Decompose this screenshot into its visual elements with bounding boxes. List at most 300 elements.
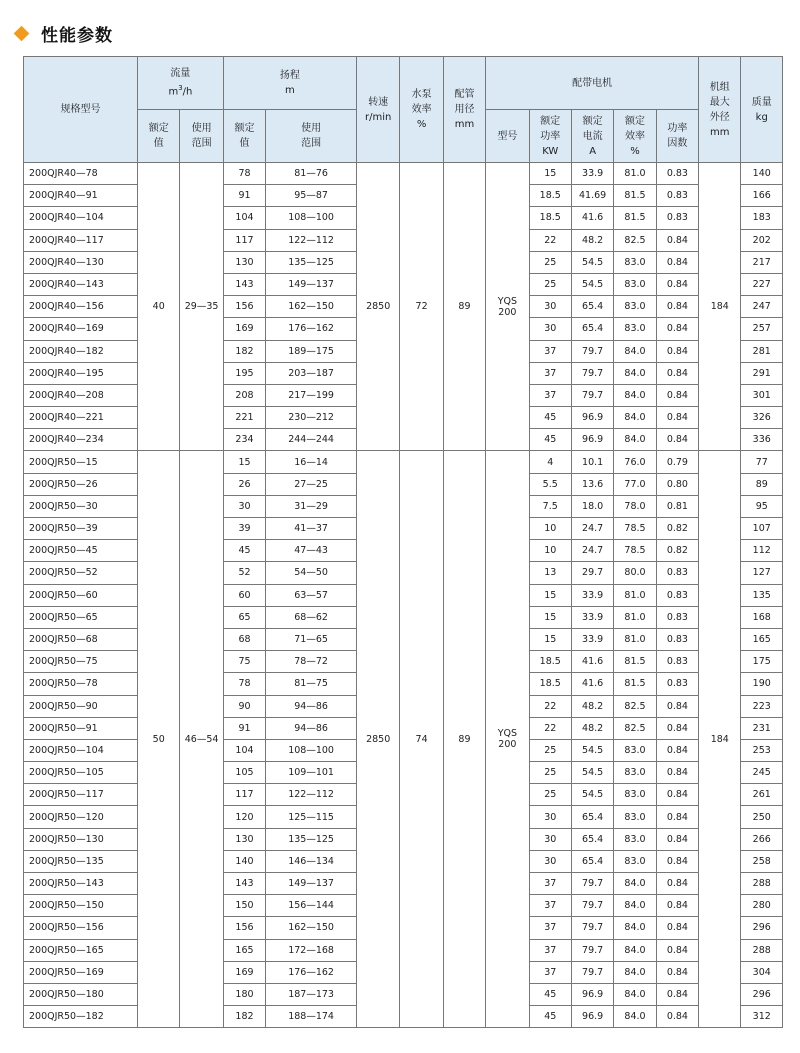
cell-model: 200QJR50—45 (24, 540, 138, 562)
cell-head-rated: 180 (223, 983, 265, 1005)
cell-head-rated: 104 (223, 739, 265, 761)
cell-head-range: 149—137 (266, 273, 357, 295)
cell-head-rated: 165 (223, 939, 265, 961)
cell-motor-power: 10 (529, 540, 571, 562)
cell-motor-efficiency: 84.0 (614, 895, 656, 917)
cell-head-rated: 169 (223, 961, 265, 983)
cell-power-factor: 0.84 (656, 784, 698, 806)
cell-motor-power: 30 (529, 850, 571, 872)
cell-flow-rated: 40 (138, 163, 180, 451)
header-motor: 配带电机 (486, 57, 699, 110)
table-row (24, 451, 783, 473)
cell-motor-efficiency: 83.0 (614, 784, 656, 806)
cell-head-range: 16—14 (266, 451, 357, 473)
cell-motor-current: 79.7 (571, 917, 613, 939)
cell-motor-power: 37 (529, 895, 571, 917)
cell-pump-efficiency: 72 (400, 163, 443, 451)
motor-type-line-1: YQS (497, 295, 517, 307)
cell-mass: 250 (741, 806, 783, 828)
cell-head-range: 135—125 (266, 251, 357, 273)
cell-motor-efficiency: 81.0 (614, 584, 656, 606)
cell-power-factor: 0.81 (656, 495, 698, 517)
cell-mass: 190 (741, 673, 783, 695)
header-model: 规格型号 (24, 57, 138, 163)
cell-motor-power: 25 (529, 784, 571, 806)
cell-motor-current: 54.5 (571, 273, 613, 295)
cell-mass: 301 (741, 384, 783, 406)
cell-mass: 107 (741, 518, 783, 540)
cell-motor-efficiency: 81.5 (614, 673, 656, 695)
cell-motor-current: 79.7 (571, 384, 613, 406)
cell-power-factor: 0.82 (656, 518, 698, 540)
cell-power-factor: 0.84 (656, 229, 698, 251)
cell-motor-efficiency: 81.0 (614, 628, 656, 650)
cell-head-rated: 195 (223, 362, 265, 384)
cell-power-factor: 0.80 (656, 473, 698, 495)
cell-motor-current: 54.5 (571, 784, 613, 806)
header-flow-range: 使用 范围 (180, 110, 223, 163)
cell-mass: 231 (741, 717, 783, 739)
cell-head-range: 108—100 (266, 739, 357, 761)
section-header (10, 18, 113, 48)
cell-model: 200QJR50—30 (24, 495, 138, 517)
cell-model: 200QJR50—105 (24, 762, 138, 784)
cell-head-range: 108—100 (266, 207, 357, 229)
cell-model: 200QJR40—91 (24, 185, 138, 207)
cell-model: 200QJR50—65 (24, 606, 138, 628)
cell-head-range: 31—29 (266, 495, 357, 517)
cell-motor-power: 5.5 (529, 473, 571, 495)
cell-mass: 326 (741, 407, 783, 429)
cell-head-range: 172—168 (266, 939, 357, 961)
cell-motor-power: 25 (529, 739, 571, 761)
cell-motor-efficiency: 84.0 (614, 939, 656, 961)
cell-power-factor: 0.83 (656, 651, 698, 673)
cell-motor-efficiency: 83.0 (614, 318, 656, 340)
cell-model: 200QJR50—182 (24, 1006, 138, 1028)
cell-pipe-diameter: 89 (443, 451, 485, 1028)
cell-mass: 258 (741, 850, 783, 872)
cell-motor-power: 22 (529, 229, 571, 251)
cell-mass: 291 (741, 362, 783, 384)
section-title: 性能参数 (41, 25, 113, 46)
cell-motor-type (486, 451, 529, 1028)
cell-model: 200QJR50—52 (24, 562, 138, 584)
cell-model: 200QJR40—143 (24, 273, 138, 295)
cell-motor-power: 22 (529, 695, 571, 717)
cell-motor-current: 65.4 (571, 806, 613, 828)
cell-motor-efficiency: 84.0 (614, 961, 656, 983)
cell-model: 200QJR40—195 (24, 362, 138, 384)
cell-motor-current: 79.7 (571, 961, 613, 983)
cell-head-range: 63—57 (266, 584, 357, 606)
cell-power-factor: 0.84 (656, 983, 698, 1005)
cell-head-range: 146—134 (266, 850, 357, 872)
cell-motor-efficiency: 82.5 (614, 695, 656, 717)
cell-motor-efficiency: 78.5 (614, 518, 656, 540)
cell-power-factor: 0.83 (656, 628, 698, 650)
cell-power-factor: 0.84 (656, 917, 698, 939)
cell-head-rated: 156 (223, 296, 265, 318)
cell-motor-efficiency: 84.0 (614, 362, 656, 384)
cell-motor-efficiency: 84.0 (614, 1006, 656, 1028)
table-header (24, 57, 783, 163)
cell-mass: 112 (741, 540, 783, 562)
cell-head-rated: 68 (223, 628, 265, 650)
cell-motor-power: 13 (529, 562, 571, 584)
cell-power-factor: 0.84 (656, 762, 698, 784)
cell-motor-power: 37 (529, 873, 571, 895)
cell-motor-power: 25 (529, 273, 571, 295)
cell-motor-power: 45 (529, 1006, 571, 1028)
cell-head-range: 122—112 (266, 229, 357, 251)
cell-head-rated: 65 (223, 606, 265, 628)
cell-power-factor: 0.83 (656, 163, 698, 185)
cell-model: 200QJR50—180 (24, 983, 138, 1005)
header-head-range: 使用 范围 (266, 110, 357, 163)
cell-model: 200QJR50—156 (24, 917, 138, 939)
table-row (24, 163, 783, 185)
cell-head-range: 203—187 (266, 362, 357, 384)
cell-model: 200QJR50—39 (24, 518, 138, 540)
cell-speed: 2850 (357, 163, 400, 451)
header-flow: 流量 $m^3/h$ (138, 57, 224, 110)
cell-model: 200QJR40—130 (24, 251, 138, 273)
cell-motor-efficiency: 77.0 (614, 473, 656, 495)
cell-power-factor: 0.84 (656, 340, 698, 362)
cell-motor-efficiency: 83.0 (614, 739, 656, 761)
cell-power-factor: 0.84 (656, 695, 698, 717)
cell-motor-current: 54.5 (571, 762, 613, 784)
cell-motor-power: 30 (529, 828, 571, 850)
header-motor-current: 额定 电流 A (571, 110, 613, 163)
cell-motor-power: 7.5 (529, 495, 571, 517)
cell-mass: 217 (741, 251, 783, 273)
cell-head-rated: 105 (223, 762, 265, 784)
cell-model: 200QJR50—26 (24, 473, 138, 495)
cell-motor-power: 30 (529, 296, 571, 318)
cell-head-range: 94—86 (266, 717, 357, 739)
cell-model: 200QJR50—78 (24, 673, 138, 695)
cell-motor-current: 96.9 (571, 429, 613, 451)
cell-power-factor: 0.84 (656, 296, 698, 318)
cell-mass: 165 (741, 628, 783, 650)
cell-head-rated: 120 (223, 806, 265, 828)
cell-motor-current: 65.4 (571, 296, 613, 318)
cell-head-range: 81—75 (266, 673, 357, 695)
cell-head-range: 162—150 (266, 296, 357, 318)
cell-motor-power: 15 (529, 606, 571, 628)
cell-mass: 89 (741, 473, 783, 495)
cell-power-factor: 0.84 (656, 362, 698, 384)
cell-mass: 245 (741, 762, 783, 784)
cell-motor-current: 96.9 (571, 407, 613, 429)
cell-power-factor: 0.84 (656, 318, 698, 340)
cell-model: 200QJR50—104 (24, 739, 138, 761)
cell-mass: 288 (741, 873, 783, 895)
cell-motor-power: 45 (529, 429, 571, 451)
cell-motor-current: 54.5 (571, 739, 613, 761)
cell-head-range: 47—43 (266, 540, 357, 562)
cell-motor-current: 24.7 (571, 540, 613, 562)
cell-motor-power: 37 (529, 939, 571, 961)
header-speed: 转速 r/min (357, 57, 400, 163)
cell-mass: 127 (741, 562, 783, 584)
cell-mass: 296 (741, 983, 783, 1005)
header-head: 扬程 m (223, 57, 356, 110)
cell-motor-power: 37 (529, 917, 571, 939)
cell-model: 200QJR50—60 (24, 584, 138, 606)
cell-head-rated: 182 (223, 1006, 265, 1028)
cell-motor-current: 65.4 (571, 828, 613, 850)
cell-motor-current: 79.7 (571, 362, 613, 384)
cell-power-factor: 0.83 (656, 673, 698, 695)
cell-power-factor: 0.83 (656, 606, 698, 628)
cell-motor-current: 79.7 (571, 340, 613, 362)
cell-model: 200QJR40—221 (24, 407, 138, 429)
cell-motor-efficiency: 81.5 (614, 651, 656, 673)
cell-model: 200QJR40—78 (24, 163, 138, 185)
cell-motor-current: 54.5 (571, 251, 613, 273)
cell-power-factor: 0.84 (656, 384, 698, 406)
cell-model: 200QJR40—182 (24, 340, 138, 362)
cell-motor-power: 25 (529, 762, 571, 784)
cell-model: 200QJR50—165 (24, 939, 138, 961)
cell-head-range: 71—65 (266, 628, 357, 650)
cell-motor-efficiency: 83.0 (614, 273, 656, 295)
cell-head-range: 230—212 (266, 407, 357, 429)
cell-model: 200QJR50—91 (24, 717, 138, 739)
cell-head-range: 187—173 (266, 983, 357, 1005)
cell-motor-current: 65.4 (571, 850, 613, 872)
cell-max-diameter: 184 (699, 163, 741, 451)
cell-mass: 281 (741, 340, 783, 362)
cell-head-range: 68—62 (266, 606, 357, 628)
diamond-bullet-icon (14, 25, 30, 41)
cell-motor-current: 65.4 (571, 318, 613, 340)
cell-pipe-diameter: 89 (443, 163, 485, 451)
cell-head-rated: 52 (223, 562, 265, 584)
cell-head-rated: 156 (223, 917, 265, 939)
cell-head-rated: 15 (223, 451, 265, 473)
cell-motor-efficiency: 84.0 (614, 407, 656, 429)
cell-power-factor: 0.84 (656, 961, 698, 983)
cell-head-range: 156—144 (266, 895, 357, 917)
header-motor-power: 额定 功率 KW (529, 110, 571, 163)
cell-motor-power: 45 (529, 407, 571, 429)
cell-mass: 336 (741, 429, 783, 451)
cell-motor-efficiency: 80.0 (614, 562, 656, 584)
cell-head-range: 217—199 (266, 384, 357, 406)
cell-head-range: 81—76 (266, 163, 357, 185)
cell-mass: 266 (741, 828, 783, 850)
cell-motor-efficiency: 84.0 (614, 873, 656, 895)
cell-motor-efficiency: 83.0 (614, 296, 656, 318)
cell-pump-efficiency: 74 (400, 451, 443, 1028)
cell-power-factor: 0.83 (656, 562, 698, 584)
cell-mass: 227 (741, 273, 783, 295)
cell-motor-power: 30 (529, 318, 571, 340)
cell-power-factor: 0.84 (656, 273, 698, 295)
cell-head-range: 135—125 (266, 828, 357, 850)
cell-head-rated: 182 (223, 340, 265, 362)
cell-mass: 247 (741, 296, 783, 318)
cell-motor-power: 37 (529, 384, 571, 406)
cell-head-range: 54—50 (266, 562, 357, 584)
cell-motor-current: 79.7 (571, 939, 613, 961)
motor-type-line-2: 200 (498, 739, 517, 751)
cell-motor-power: 37 (529, 961, 571, 983)
cell-head-rated: 130 (223, 251, 265, 273)
cell-head-range: 27—25 (266, 473, 357, 495)
cell-model: 200QJR50—117 (24, 784, 138, 806)
performance-table (23, 56, 783, 1028)
cell-head-rated: 78 (223, 163, 265, 185)
cell-motor-efficiency: 84.0 (614, 384, 656, 406)
cell-mass: 253 (741, 739, 783, 761)
cell-mass: 168 (741, 606, 783, 628)
header-max-diameter: 机组 最大 外径 mm (699, 57, 741, 163)
cell-model: 200QJR50—120 (24, 806, 138, 828)
cell-power-factor: 0.84 (656, 717, 698, 739)
cell-model: 200QJR50—15 (24, 451, 138, 473)
cell-motor-current: 41.69 (571, 185, 613, 207)
cell-motor-efficiency: 78.5 (614, 540, 656, 562)
cell-motor-current: 79.7 (571, 873, 613, 895)
cell-power-factor: 0.84 (656, 429, 698, 451)
cell-power-factor: 0.84 (656, 939, 698, 961)
cell-motor-power: 18.5 (529, 651, 571, 673)
cell-mass: 135 (741, 584, 783, 606)
cell-mass: 296 (741, 917, 783, 939)
motor-type-line-2: 200 (498, 306, 517, 318)
cell-mass: 304 (741, 961, 783, 983)
cell-motor-power: 37 (529, 362, 571, 384)
cell-motor-current: 33.9 (571, 606, 613, 628)
cell-mass: 257 (741, 318, 783, 340)
cell-motor-current: 24.7 (571, 518, 613, 540)
cell-mass: 77 (741, 451, 783, 473)
cell-model: 200QJR40—104 (24, 207, 138, 229)
header-power-factor: 功率 因数 (656, 110, 698, 163)
cell-power-factor: 0.84 (656, 895, 698, 917)
cell-motor-efficiency: 76.0 (614, 451, 656, 473)
cell-mass: 288 (741, 939, 783, 961)
cell-motor-efficiency: 81.5 (614, 207, 656, 229)
cell-model: 200QJR50—90 (24, 695, 138, 717)
cell-motor-efficiency: 83.0 (614, 850, 656, 872)
cell-head-range: 176—162 (266, 961, 357, 983)
header-pump-efficiency: 水泵 效率 % (400, 57, 443, 163)
cell-power-factor: 0.84 (656, 739, 698, 761)
cell-mass: 95 (741, 495, 783, 517)
cell-head-range: 41—37 (266, 518, 357, 540)
cell-motor-current: 48.2 (571, 229, 613, 251)
cell-motor-efficiency: 84.0 (614, 983, 656, 1005)
cell-motor-power: 37 (529, 340, 571, 362)
cell-motor-efficiency: 82.5 (614, 229, 656, 251)
cell-motor-power: 4 (529, 451, 571, 473)
cell-power-factor: 0.83 (656, 207, 698, 229)
cell-power-factor: 0.84 (656, 850, 698, 872)
cell-model: 200QJR50—169 (24, 961, 138, 983)
cell-head-range: 188—174 (266, 1006, 357, 1028)
cell-motor-efficiency: 83.0 (614, 828, 656, 850)
cell-head-rated: 39 (223, 518, 265, 540)
cell-mass: 223 (741, 695, 783, 717)
cell-mass: 166 (741, 185, 783, 207)
cell-motor-efficiency: 83.0 (614, 806, 656, 828)
cell-motor-efficiency: 84.0 (614, 917, 656, 939)
cell-model: 200QJR50—150 (24, 895, 138, 917)
cell-motor-current: 29.7 (571, 562, 613, 584)
cell-mass: 202 (741, 229, 783, 251)
cell-head-rated: 45 (223, 540, 265, 562)
cell-flow-range: 29—35 (180, 163, 223, 451)
cell-power-factor: 0.79 (656, 451, 698, 473)
cell-model: 200QJR50—130 (24, 828, 138, 850)
cell-motor-efficiency: 78.0 (614, 495, 656, 517)
cell-model: 200QJR50—68 (24, 628, 138, 650)
cell-head-rated: 234 (223, 429, 265, 451)
cell-power-factor: 0.84 (656, 806, 698, 828)
cell-motor-power: 18.5 (529, 207, 571, 229)
cell-power-factor: 0.84 (656, 407, 698, 429)
cell-motor-current: 41.6 (571, 651, 613, 673)
cell-head-range: 95—87 (266, 185, 357, 207)
cell-motor-current: 79.7 (571, 895, 613, 917)
cell-head-rated: 26 (223, 473, 265, 495)
cell-head-rated: 104 (223, 207, 265, 229)
cell-motor-efficiency: 83.0 (614, 762, 656, 784)
cell-model: 200QJR50—75 (24, 651, 138, 673)
cell-motor-power: 22 (529, 717, 571, 739)
cell-head-range: 94—86 (266, 695, 357, 717)
cell-motor-power: 30 (529, 806, 571, 828)
cell-motor-current: 33.9 (571, 163, 613, 185)
cell-model: 200QJR40—156 (24, 296, 138, 318)
cell-mass: 312 (741, 1006, 783, 1028)
cell-motor-current: 96.9 (571, 983, 613, 1005)
cell-power-factor: 0.84 (656, 828, 698, 850)
cell-power-factor: 0.84 (656, 1006, 698, 1028)
cell-speed: 2850 (357, 451, 400, 1028)
table-body (24, 163, 783, 1028)
cell-motor-current: 33.9 (571, 628, 613, 650)
cell-head-rated: 30 (223, 495, 265, 517)
cell-mass: 261 (741, 784, 783, 806)
cell-head-range: 109—101 (266, 762, 357, 784)
cell-head-rated: 60 (223, 584, 265, 606)
cell-model: 200QJR50—143 (24, 873, 138, 895)
cell-motor-current: 33.9 (571, 584, 613, 606)
cell-head-range: 244—244 (266, 429, 357, 451)
cell-motor-current: 96.9 (571, 1006, 613, 1028)
cell-motor-power: 25 (529, 251, 571, 273)
header-head-rated: 额定 值 (223, 110, 265, 163)
cell-mass: 280 (741, 895, 783, 917)
cell-motor-current: 41.6 (571, 673, 613, 695)
cell-motor-power: 18.5 (529, 673, 571, 695)
cell-head-rated: 169 (223, 318, 265, 340)
cell-head-range: 176—162 (266, 318, 357, 340)
motor-type-line-1: YQS (497, 728, 517, 740)
cell-head-rated: 140 (223, 850, 265, 872)
cell-head-rated: 143 (223, 873, 265, 895)
cell-motor-current: 18.0 (571, 495, 613, 517)
header-motor-type: 型号 (486, 110, 529, 163)
cell-motor-power: 45 (529, 983, 571, 1005)
